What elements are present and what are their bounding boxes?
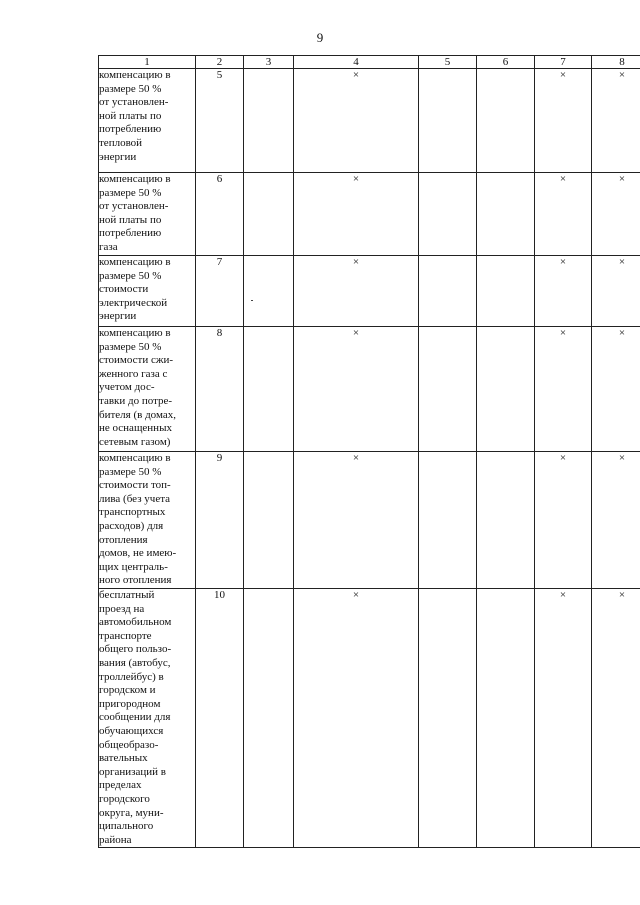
cell-col6 (477, 173, 535, 256)
cell-col3 (244, 452, 294, 589)
cross-mark-col8: × (592, 452, 640, 589)
row-number: 8 (196, 327, 244, 452)
cell-col5 (419, 256, 477, 327)
cross-mark-col7: × (535, 69, 592, 173)
cross-mark-col4: × (294, 327, 419, 452)
cross-mark-col7: × (535, 327, 592, 452)
row-number: 7 (196, 256, 244, 327)
table-row (99, 327, 640, 452)
cell-col3 (244, 256, 294, 327)
cross-mark-col4: × (294, 173, 419, 256)
column-header-4: 4 (294, 56, 419, 69)
row-number: 10 (196, 589, 244, 848)
cross-mark-col7: × (535, 452, 592, 589)
cell-col5 (419, 173, 477, 256)
cell-col6 (477, 327, 535, 452)
cell-col6 (477, 69, 535, 173)
column-header-3: 3 (244, 56, 294, 69)
column-header-8: 8 (592, 56, 640, 69)
cell-col3 (244, 327, 294, 452)
cross-mark-col4: × (294, 256, 419, 327)
page-number: 9 (316, 30, 324, 45)
table-row (99, 589, 640, 848)
cell-col6 (477, 589, 535, 848)
row-number: 6 (196, 173, 244, 256)
column-header-5: 5 (419, 56, 477, 69)
cell-col5 (419, 452, 477, 589)
cross-mark-col4: × (294, 589, 419, 848)
table-row (99, 452, 640, 589)
row-description: компенсацию в размере 50 % стоимости сжи- женного газа с учетом дос- тавки до потре- бителя (в домах, не оснащенных сетевым газом) (99, 327, 196, 452)
cell-col5 (419, 69, 477, 173)
column-header-2: 2 (196, 56, 244, 69)
row-description: компенсацию в размере 50 % от установлен- ной платы по потреблению газа (99, 173, 196, 256)
column-header-7: 7 (535, 56, 592, 69)
benefits-table (98, 55, 640, 848)
cell-col6 (477, 452, 535, 589)
cross-mark-col7: × (535, 589, 592, 848)
cross-mark-col8: × (592, 256, 640, 327)
row-number: 5 (196, 69, 244, 173)
cross-mark-col4: × (294, 452, 419, 589)
cross-mark-col4: × (294, 69, 419, 173)
cell-col3 (244, 589, 294, 848)
scan-speck (251, 300, 253, 301)
row-description: компенсацию в размере 50 % от установлен- ной платы по потреблению тепловой энергии (99, 69, 196, 173)
cell-col3 (244, 69, 294, 173)
cross-mark-col8: × (592, 173, 640, 256)
cross-mark-col7: × (535, 256, 592, 327)
cross-mark-col8: × (592, 327, 640, 452)
cell-col5 (419, 589, 477, 848)
table-row (99, 256, 640, 327)
table-row (99, 173, 640, 256)
cross-mark-col8: × (592, 589, 640, 848)
row-number: 9 (196, 452, 244, 589)
cross-mark-col7: × (535, 173, 592, 256)
column-header-6: 6 (477, 56, 535, 69)
row-description: бесплатный проезд на автомобильном транспорте общего пользо- вания (автобус, троллейбус) в городском и пригородном сообщении для обучающихся общеобразо- вательных организаций в пределах городского округа, муни- ципального района (99, 589, 196, 848)
cell-col3 (244, 173, 294, 256)
cell-col6 (477, 256, 535, 327)
column-header-1: 1 (99, 56, 196, 69)
row-description: компенсацию в размере 50 % стоимости топ- лива (без учета транспортных расходов) для отопления домов, не имею- щих централь- ного отопления (99, 452, 196, 589)
column-number-row (99, 56, 640, 69)
cell-col5 (419, 327, 477, 452)
table-row (99, 69, 640, 173)
cross-mark-col8: × (592, 69, 640, 173)
row-description: компенсацию в размере 50 % стоимости электрической энергии (99, 256, 196, 327)
